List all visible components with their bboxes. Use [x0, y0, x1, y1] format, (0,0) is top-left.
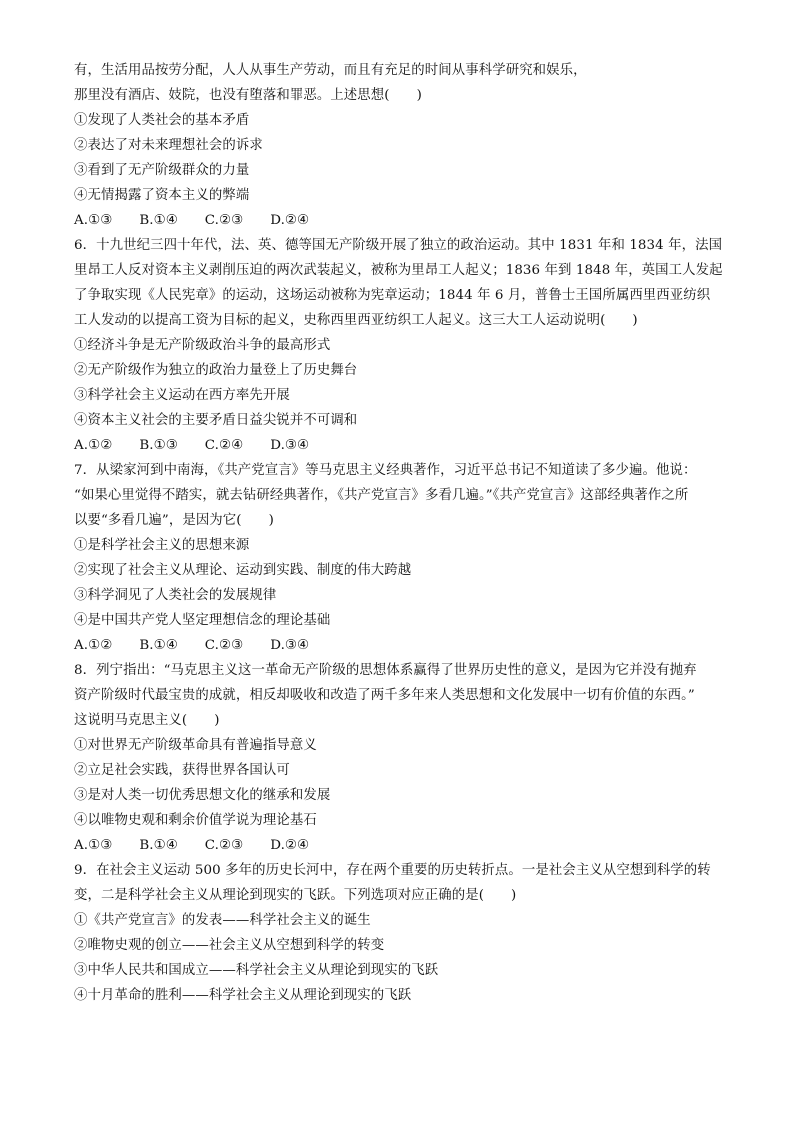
- answer-choices: A.①② B.①③ C.②④ D.③④: [74, 438, 310, 453]
- question-8-text: 资产阶级时代最宝贵的成就，相反却吸收和改造了两千多年来人类思想和文化发展中一切有价值的东西。”: [74, 688, 695, 703]
- text-line: 有，生活用品按劳分配，人人从事生产劳动，而且有充足的时间从事科学研究和娱乐，: [74, 63, 587, 78]
- option-statement: ②表达了对未来理想社会的诉求: [74, 138, 263, 153]
- option-statement: ①是科学社会主义的思想来源: [74, 538, 250, 553]
- option-statement: ③科学洞见了人类社会的发展规律: [74, 588, 277, 603]
- question-9-text: 9．在社会主义运动 500 多年的历史长河中，存在两个重要的历史转折点。一是社会主义从空想到科学的转: [74, 863, 711, 878]
- question-6-text: 了争取实现《人民宪章》的运动，这场运动被称为宪章运动；1844 年 6 月，普鲁士王国所属西里西亚纺织: [74, 288, 711, 303]
- option-statement: ④以唯物史观和剩余价值学说为理论基石: [74, 813, 317, 828]
- option-statement: ②唯物史观的创立——社会主义从空想到科学的转变: [74, 938, 385, 953]
- question-6-text: 里昂工人反对资本主义剥削压迫的两次武装起义，被称为里昂工人起义；1836 年到 1848 年，英国工人发起: [74, 263, 723, 278]
- option-statement: ④是中国共产党人坚定理想信念的理论基础: [74, 613, 331, 628]
- option-statement: ③是对人类一切优秀思想文化的继承和发展: [74, 788, 331, 803]
- option-statement: ①发现了人类社会的基本矛盾: [74, 113, 250, 128]
- option-statement: ②无产阶级作为独立的政治力量登上了历史舞台: [74, 363, 358, 378]
- question-7-text: 7．从梁家河到中南海，《共产党宣言》等马克思主义经典著作，习近平总书记不知道读了多少遍。他说：: [74, 463, 697, 478]
- option-statement: ①对世界无产阶级革命具有普遍指导意义: [74, 738, 317, 753]
- option-statement: ③中华人民共和国成立——科学社会主义从理论到现实的飞跃: [74, 963, 439, 978]
- option-statement: ②实现了社会主义从理论、运动到实践、制度的伟大跨越: [74, 563, 412, 578]
- question-7-text: 以要“多看几遍”，是因为它( ): [74, 513, 274, 528]
- answer-choices: A.①② B.①④ C.②③ D.③④: [74, 638, 310, 653]
- question-7-text: “如果心里觉得不踏实，就去钻研经典著作，《共产党宣言》多看几遍。”《共产党宣言》这部经典著作之所: [74, 488, 689, 503]
- option-statement: ④十月革命的胜利——科学社会主义从理论到现实的飞跃: [74, 988, 412, 1003]
- option-statement: ④资本主义社会的主要矛盾日益尖锐并不可调和: [74, 413, 358, 428]
- text-line: 那里没有酒店、妓院，也没有堕落和罪恶。上述思想( ): [74, 88, 422, 103]
- option-statement: ②立足社会实践，获得世界各国认可: [74, 763, 290, 778]
- answer-choices: A.①③ B.①④ C.②③ D.②④: [74, 838, 310, 853]
- question-8-text: 8．列宁指出：“马克思主义这一革命无产阶级的思想体系赢得了世界历史性的意义，是因为它并没有抛弃: [74, 663, 697, 678]
- question-8-text: 这说明马克思主义( ): [74, 713, 220, 728]
- answer-choices: A.①③ B.①④ C.②③ D.②④: [74, 213, 310, 228]
- option-statement: ④无情揭露了资本主义的弊端: [74, 188, 250, 203]
- question-9-text: 变，二是科学社会主义从理论到现实的飞跃。下列选项对应正确的是( ): [74, 888, 517, 903]
- option-statement: ①经济斗争是无产阶级政治斗争的最高形式: [74, 338, 331, 353]
- option-statement: ③科学社会主义运动在西方率先开展: [74, 388, 290, 403]
- option-statement: ③看到了无产阶级群众的力量: [74, 163, 250, 178]
- option-statement: ①《共产党宣言》的发表——科学社会主义的诞生: [74, 913, 371, 928]
- question-6-text: 工人发动的以提高工资为目标的起义，史称西里西亚纺织工人起义。这三大工人运动说明( ): [74, 313, 638, 328]
- question-6-text: 6．十九世纪三四十年代，法、英、德等国无产阶级开展了独立的政治运动。其中 1831 年和 1834 年，法国: [74, 238, 723, 253]
